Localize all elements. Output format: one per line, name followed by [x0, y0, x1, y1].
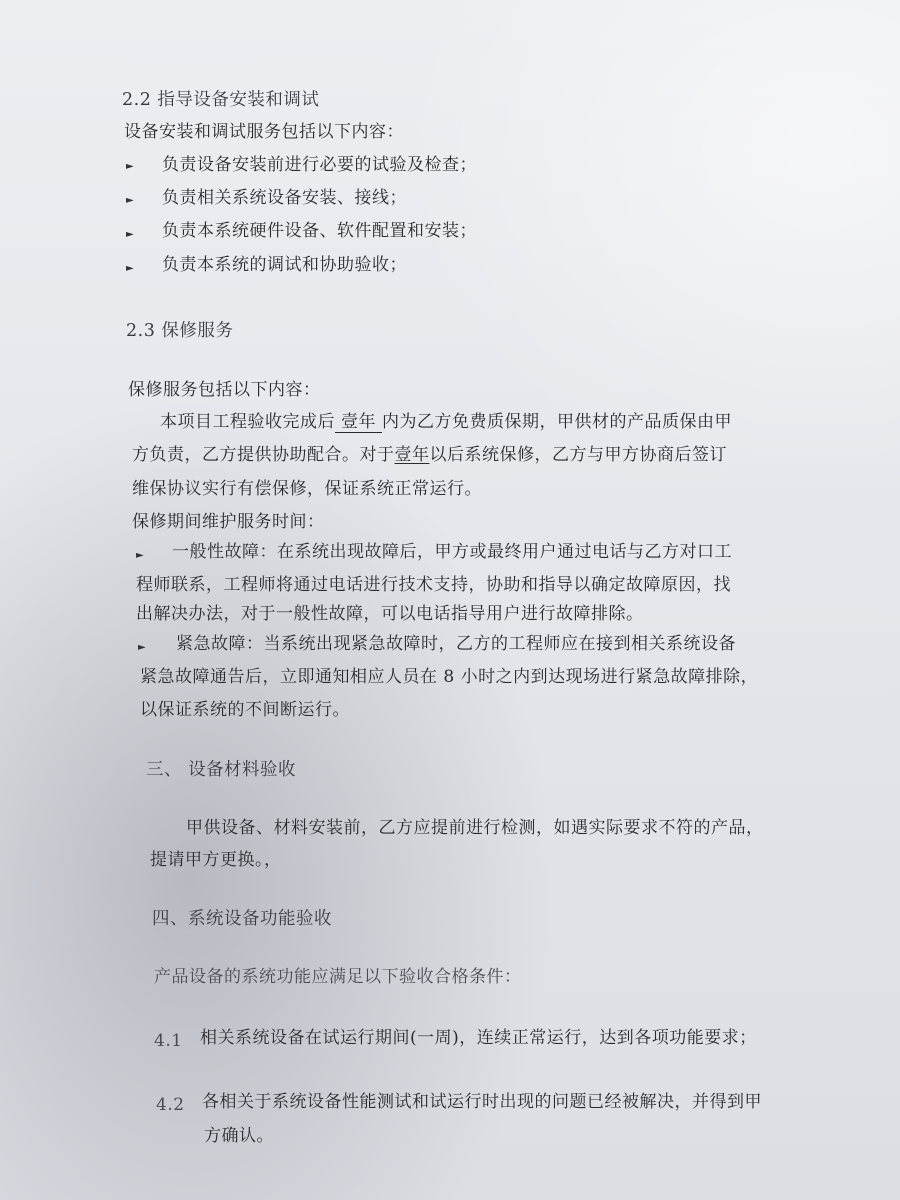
- urgent-fault-line-1: 紧急故障：当系统出现紧急故障时，乙方的工程师应在接到相关系统设备: [176, 634, 736, 654]
- urgent-fault-line-2: 紧急故障通告后，立即通知相应人员在 8 小时之内到达现场进行紧急故障排除，: [140, 667, 759, 687]
- general-fault-line-3: 出解决办法，对于一般性故障，可以电话指导用户进行故障排除。: [136, 604, 644, 624]
- warranty-period: 壹年: [394, 445, 430, 465]
- section-4-title: 四、系统设备功能验收: [152, 909, 332, 929]
- section-3-title: 三、 设备材料验收: [146, 760, 297, 780]
- section-2-2-intro: 设备安装和调试服务包括以下内容：: [124, 122, 404, 142]
- list-item: 负责本系统的调试和协助验收；: [162, 255, 407, 275]
- section-2-2-title: 2.2 指导设备安装和调试: [122, 90, 320, 110]
- urgent-fault-line-3: 以保证系统的不间断运行。: [140, 700, 350, 720]
- item-4-1-text: 相关系统设备在试运行期间(一周)，连续正常运行，达到各项功能要求；: [200, 1028, 757, 1048]
- bullet-icon: ►: [136, 550, 144, 561]
- item-4-2-line-2: 方确认。: [204, 1126, 274, 1146]
- bullet-icon: ►: [138, 642, 146, 653]
- bullet-icon: ►: [126, 195, 134, 206]
- bullet-icon: ►: [126, 161, 134, 172]
- section-4-intro: 产品设备的系统功能应满足以下验收合格条件：: [154, 967, 522, 987]
- warranty-paragraph-line-1: [160, 414, 732, 433]
- warranty-text: 内为乙方免费质保期，甲供材的产品质保由甲: [382, 412, 732, 432]
- list-item: 负责本系统硬件设备、软件配置和安装；: [162, 221, 477, 241]
- maintenance-period-label: 保修期间维护服务时间：: [132, 512, 325, 532]
- item-4-2-number: 4.2: [156, 1095, 185, 1115]
- bullet-icon: ►: [126, 263, 134, 274]
- warranty-text: 方负责，乙方提供协助配合。对于: [132, 445, 395, 465]
- section-2-3-intro: 保修服务包括以下内容：: [128, 380, 321, 400]
- warranty-paragraph-line-3: 维保协议实行有偿保修，保证系统正常运行。: [132, 479, 482, 499]
- general-fault-line-2: 程师联系，工程师将通过电话进行技术支持，协助和指导以确定故障原因，找: [136, 575, 731, 595]
- section-3-line-2: 提请甲方更换。，: [150, 850, 282, 870]
- list-item: 负责相关系统设备安装、接线；: [162, 188, 407, 208]
- bullet-icon: ►: [126, 229, 134, 240]
- list-item: 负责设备安装前进行必要的试验及检查；: [162, 155, 477, 175]
- warranty-text: 以后系统保修，乙方与甲方协商后签订: [429, 445, 727, 465]
- item-4-1-number: 4.1: [154, 1031, 183, 1051]
- item-4-2-line-1: 各相关于系统设备性能测试和试运行时出现的问题已经被解决，并得到甲: [202, 1092, 762, 1112]
- general-fault-line-1: 一般性故障：在系统出现故障后，甲方或最终用户通过电话与乙方对口工: [172, 542, 732, 562]
- section-3-line-1: 甲供设备、材料安装前，乙方应提前进行检测，如遇实际要求不符的产品，: [186, 818, 764, 838]
- warranty-period: 壹年: [335, 414, 382, 433]
- warranty-paragraph-line-2: [132, 447, 727, 464]
- section-2-3-title: 2.3 保修服务: [126, 321, 234, 341]
- warranty-text: 本项目工程验收完成后: [160, 412, 335, 432]
